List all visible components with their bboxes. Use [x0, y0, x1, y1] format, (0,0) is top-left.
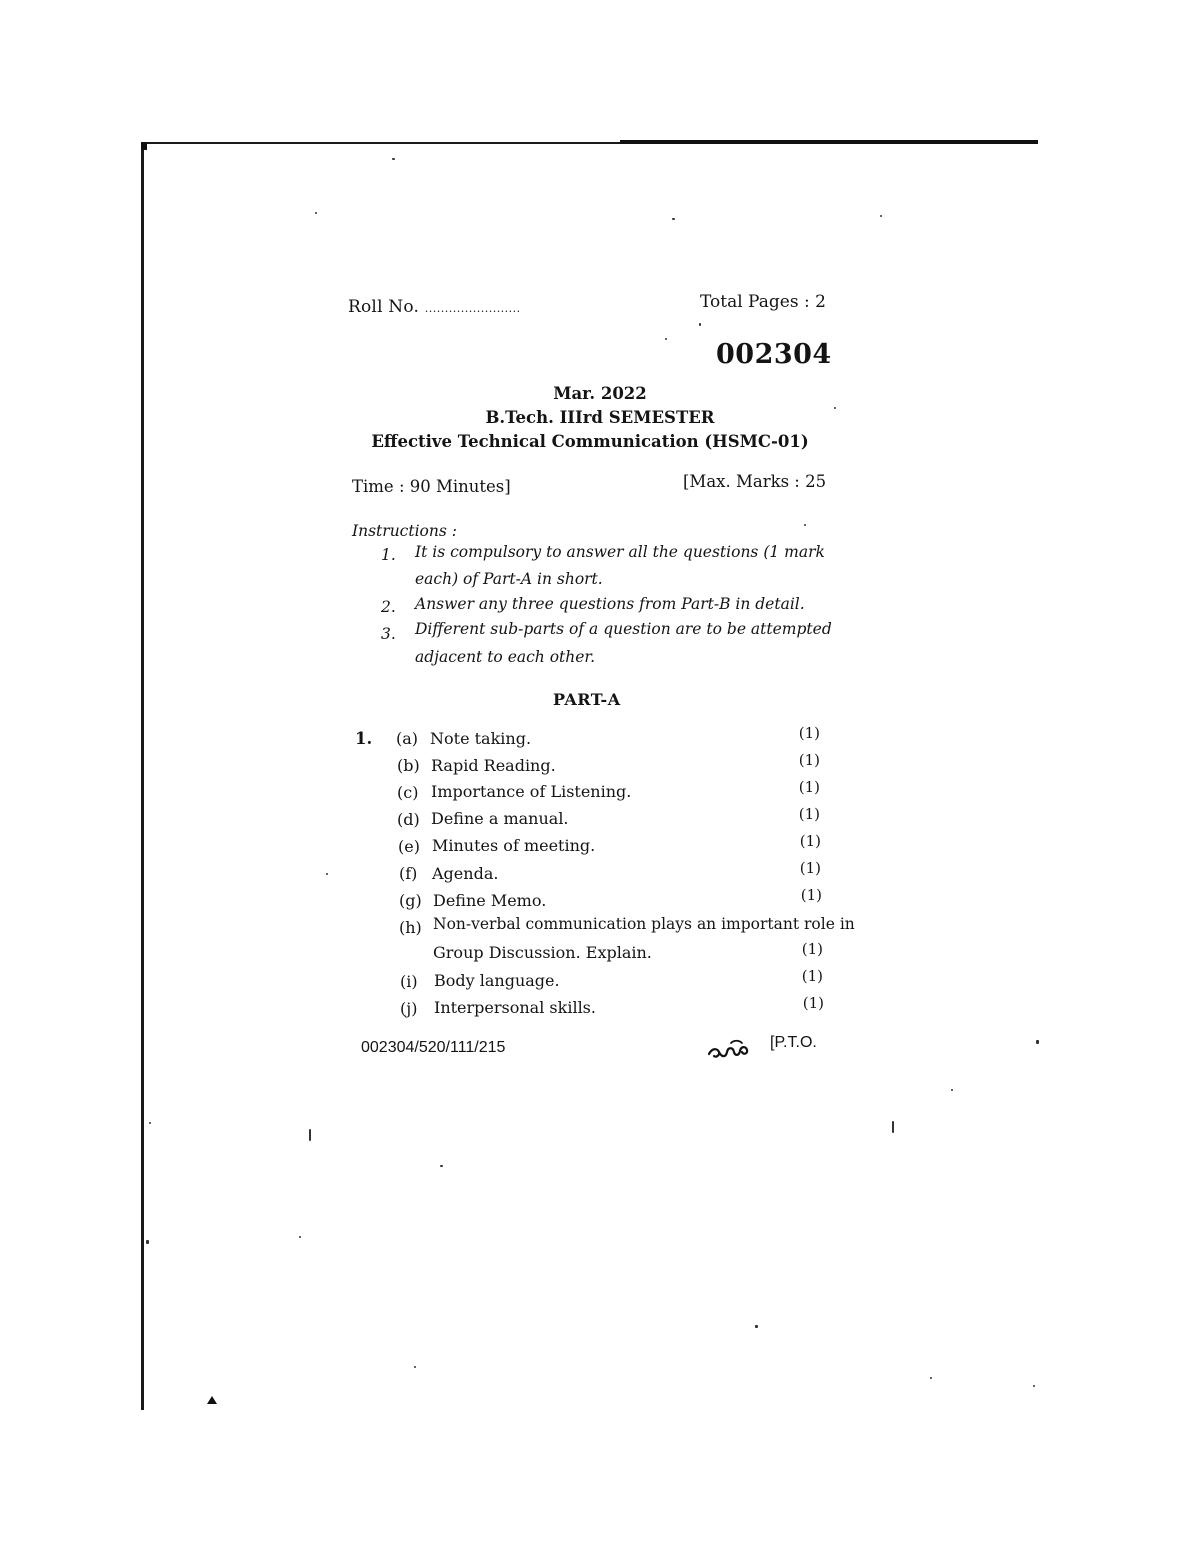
- footer-paper-code: 002304/520/111/215: [361, 1039, 506, 1056]
- scan-speck: [672, 218, 675, 220]
- max-marks: [Max. Marks : 25: [683, 472, 827, 491]
- scan-speck: [309, 1129, 311, 1141]
- instruction-text-cont: adjacent to each other.: [415, 648, 596, 666]
- sub-question-label: (e): [398, 837, 420, 856]
- scan-speck: [804, 524, 806, 526]
- sub-question-label: (i): [400, 972, 418, 991]
- scan-speck: [414, 1366, 416, 1368]
- scan-frame-corner: [141, 142, 147, 150]
- sub-question-label: (a): [396, 729, 419, 748]
- instruction-text: Answer any three questions from Part-B in detail.: [415, 595, 805, 613]
- roll-label-text: Roll No.: [348, 297, 420, 317]
- roll-number-label: [348, 297, 521, 317]
- sub-question-label: (f): [399, 864, 418, 883]
- scan-speck: [149, 1122, 151, 1124]
- sub-question-text: Rapid Reading.: [431, 756, 556, 775]
- sub-question-label: (j): [400, 999, 418, 1018]
- sub-question-label: (c): [397, 783, 419, 802]
- sub-question-text: Body language.: [434, 971, 560, 990]
- sub-question-mark: (1): [799, 832, 821, 850]
- please-turn-over: [P.T.O.: [770, 1034, 817, 1051]
- instruction-number: 3.: [381, 625, 396, 643]
- instruction-text: Different sub-parts of a question are to be attempted: [415, 620, 832, 638]
- scan-triangle-mark: [207, 1396, 217, 1404]
- sub-question-label: (g): [399, 891, 422, 910]
- sub-question-text: Minutes of meeting.: [432, 836, 596, 855]
- scan-speck: [146, 1240, 149, 1244]
- sub-question-label: (h): [399, 918, 422, 937]
- sub-question-text-cont: Group Discussion. Explain.: [433, 943, 652, 962]
- exam-date: Mar. 2022: [553, 384, 647, 403]
- sub-question-label: (b): [397, 756, 420, 775]
- instructions-title: Instructions :: [352, 522, 457, 540]
- exam-subject: Effective Technical Communication (HSMC-01): [371, 432, 809, 451]
- handwritten-signature: [707, 1038, 751, 1068]
- exam-semester: B.Tech. IIIrd SEMESTER: [485, 408, 715, 427]
- scan-speck: [951, 1089, 953, 1091]
- scan-speck: [299, 1236, 301, 1238]
- sub-question-mark: (1): [801, 940, 823, 958]
- sub-question-text: Importance of Listening.: [431, 782, 632, 801]
- total-pages: Total Pages : 2: [700, 292, 826, 312]
- instruction-number: 1.: [381, 546, 396, 564]
- sub-question-mark: (1): [798, 778, 820, 796]
- sub-question-mark: (1): [800, 886, 822, 904]
- scan-speck: [326, 873, 328, 875]
- sub-question-mark: (1): [798, 805, 820, 823]
- scan-frame-top-line-thick: [620, 140, 1038, 144]
- scan-speck: [315, 212, 317, 214]
- sub-question-text: Non-verbal communication plays an important role in: [433, 915, 855, 933]
- scan-speck: [880, 215, 882, 217]
- scan-frame-left-line: [141, 142, 144, 1410]
- instruction-text: It is compulsory to answer all the questions (1 mark: [415, 543, 825, 561]
- sub-question-mark: (1): [798, 724, 820, 742]
- instruction-number: 2.: [381, 598, 396, 616]
- scan-frame-top-line: [143, 142, 621, 144]
- exam-time: Time : 90 Minutes]: [352, 477, 511, 496]
- question-number: 1.: [355, 729, 373, 748]
- scan-speck: [440, 1165, 443, 1167]
- scan-speck: [699, 323, 701, 326]
- sub-question-text: Interpersonal skills.: [434, 998, 596, 1017]
- sub-question-label: (d): [397, 810, 420, 829]
- roll-dots: ........................: [424, 302, 521, 315]
- sub-question-mark: (1): [799, 859, 821, 877]
- sub-question-mark: (1): [802, 994, 824, 1012]
- scan-speck: [755, 1325, 758, 1328]
- sub-question-text: Define Memo.: [433, 891, 547, 910]
- sub-question-mark: (1): [801, 967, 823, 985]
- sub-question-text: Define a manual.: [431, 809, 569, 828]
- sub-question-text: Note taking.: [430, 729, 532, 748]
- scan-speck: [392, 158, 395, 160]
- scan-speck: [892, 1121, 894, 1133]
- paper-code: 002304: [716, 339, 832, 370]
- sub-question-mark: (1): [798, 751, 820, 769]
- scan-speck: [665, 338, 667, 340]
- scan-speck: [930, 1377, 932, 1379]
- sub-question-text: Agenda.: [432, 864, 499, 883]
- instruction-text-cont: each) of Part-A in short.: [415, 570, 603, 588]
- scan-speck: [1033, 1385, 1035, 1387]
- part-a-title: PART-A: [553, 690, 621, 709]
- scan-speck: [1036, 1040, 1039, 1044]
